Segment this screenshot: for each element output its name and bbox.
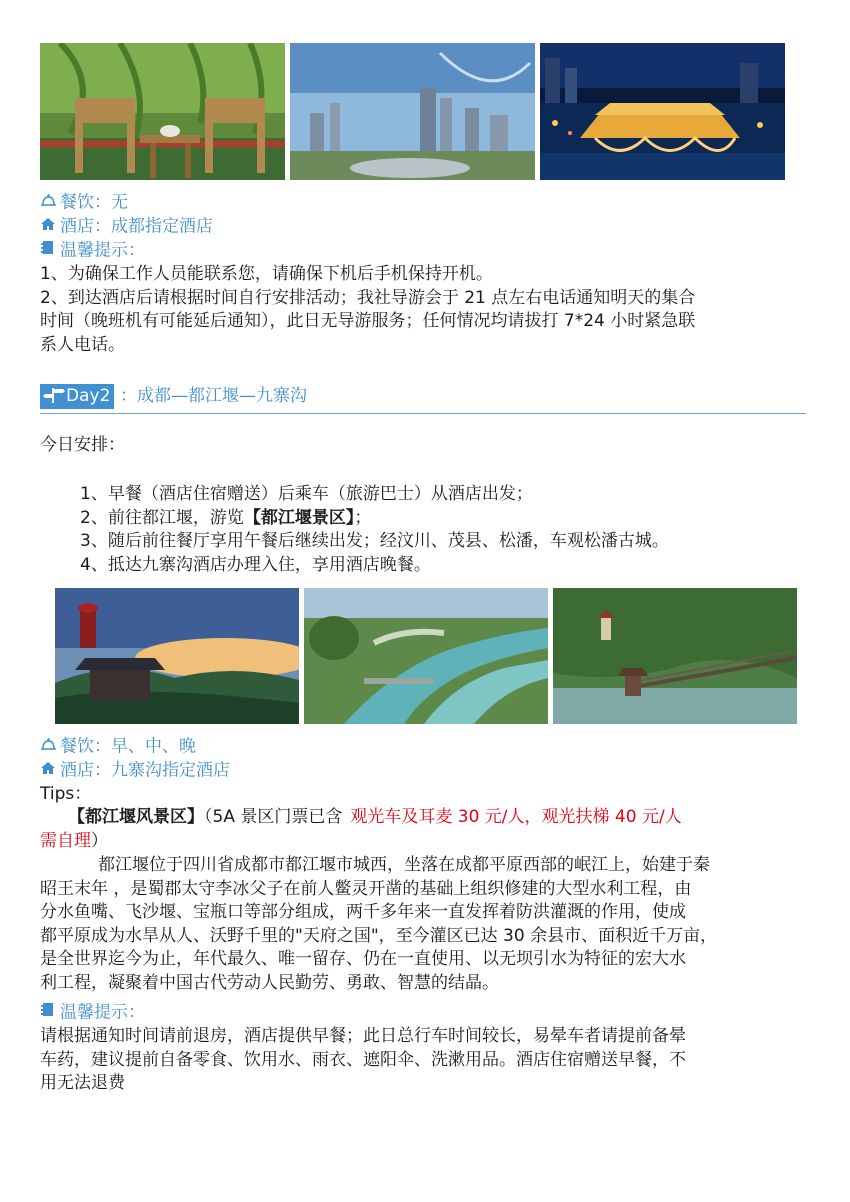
tip-line: 系人电话。	[40, 334, 125, 355]
day1-hotel-text: 酒店：成都指定酒店	[60, 216, 213, 237]
day2-hotel-text: 酒店：九寨沟指定酒店	[60, 760, 230, 781]
schedule-item: 4、抵达九寨沟酒店办理入住，享用酒店晚餐。	[80, 554, 431, 575]
signpost-icon	[42, 386, 66, 404]
hotel-icon	[40, 215, 60, 238]
schedule-title: 今日安排：	[40, 435, 125, 455]
day2-route: ：成都—都江堰—九寨沟	[120, 386, 307, 406]
photo-bridge-night	[540, 43, 785, 180]
note-icon	[40, 1001, 60, 1024]
scenic-line: 需自理）	[40, 830, 108, 851]
day2-meal	[40, 735, 196, 759]
day2-tips-title	[40, 1001, 145, 1025]
schedule-list	[80, 483, 669, 577]
tip-line: 用无法退费	[40, 1073, 125, 1093]
desc-line: 都平原成为水旱从人、沃野千里的"天府之国"，至今灌区已达 30 余县市、面积近千万亩，	[40, 925, 718, 946]
scenic-description	[40, 854, 810, 995]
day1-tips	[40, 263, 810, 357]
photo-teahouse	[40, 43, 285, 180]
photo-weir-aerial	[304, 588, 548, 724]
desc-line: 都江堰位于四川省成都市都江堰市城西，坐落在成都平原西部的岷江上，始建于秦	[98, 855, 710, 875]
day2-badge	[40, 384, 114, 409]
photo-suspension-bridge	[553, 588, 797, 724]
day2-meal-text: 餐饮：早、中、晚	[60, 736, 196, 757]
day1-hotel	[40, 215, 213, 239]
day2-tips-title-text: 温馨提示：	[60, 1002, 145, 1023]
fee-note-cont: 需自理	[40, 830, 91, 851]
photo-pavilion-sunset	[55, 588, 299, 724]
day1-tips-title	[40, 239, 145, 263]
desc-line: 昭王末年 ，是蜀郡太守李冰父子在前人鳖灵开凿的基础上组织修建的大型水利工程，由	[40, 878, 692, 899]
photo-city-skyline	[290, 43, 535, 180]
scenic-line: 【都江堰风景区】（5A 景区门票已含 观光车及耳麦 30 元/人，观光扶梯 40 元/人	[68, 807, 682, 827]
meal-icon	[40, 735, 60, 758]
day2-header	[40, 381, 806, 414]
desc-line: 利工程，凝聚着中国古代劳动人民勤劳、勇敢、智慧的结晶。	[40, 972, 499, 993]
day2-tips	[40, 1025, 810, 1096]
scenic-intro	[40, 806, 810, 853]
day2-badge-label: Day2	[66, 386, 111, 406]
fee-note: 观光车及耳麦 30 元/人，观光扶梯 40 元/人	[350, 807, 682, 827]
scenic-name: 【都江堰风景区】	[68, 807, 204, 827]
day1-tips-title-text: 温馨提示：	[60, 240, 145, 261]
day2-hotel	[40, 759, 230, 783]
desc-line: 是全世界迄今为止，年代最久、唯一留存、仍在一直使用、以无坝引水为特征的宏大水	[40, 949, 686, 969]
tip-line: 2、到达酒店后请根据时间自行安排活动；我社导游会于 21 点左右电话通知明天的集合	[40, 287, 696, 308]
tip-line: 1、为确保工作人员能联系您，请确保下机后手机保持开机。	[40, 264, 493, 284]
tip-line: 时间（晚班机有可能延后通知），此日无导游服务；任何情况均请拔打 7*24 小时紧急联	[40, 311, 696, 331]
schedule-item: 3、随后前往餐厅享用午餐后继续出发；经汶川、茂县、松潘，车观松潘古城。	[80, 531, 669, 551]
hotel-icon	[40, 759, 60, 782]
schedule-item: 2、前往都江堰，游览【都江堰景区】；	[80, 507, 372, 528]
tip-line: 请根据通知时间请前退房，酒店提供早餐；此日总行车时间较长，易晕车者请提前备晕	[40, 1026, 686, 1046]
desc-line: 分水鱼嘴、飞沙堰、宝瓶口等部分组成，两千多年来一直发挥着防洪灌溉的作用，使成	[40, 902, 686, 922]
tips-label: Tips：	[40, 784, 92, 804]
day1-meal	[40, 191, 128, 215]
meal-icon	[40, 191, 60, 214]
tip-line: 车药，建议提前自备零食、饮用水、雨衣、遮阳伞、洗漱用品。酒店住宿赠送早餐，不	[40, 1049, 686, 1070]
note-icon	[40, 239, 60, 262]
scenic-highlight: 【都江堰景区】	[243, 507, 355, 528]
schedule-item: 1、早餐（酒店住宿赠送）后乘车（旅游巴士）从酒店出发；	[80, 484, 533, 504]
day1-meal-text: 餐饮：无	[60, 192, 128, 213]
